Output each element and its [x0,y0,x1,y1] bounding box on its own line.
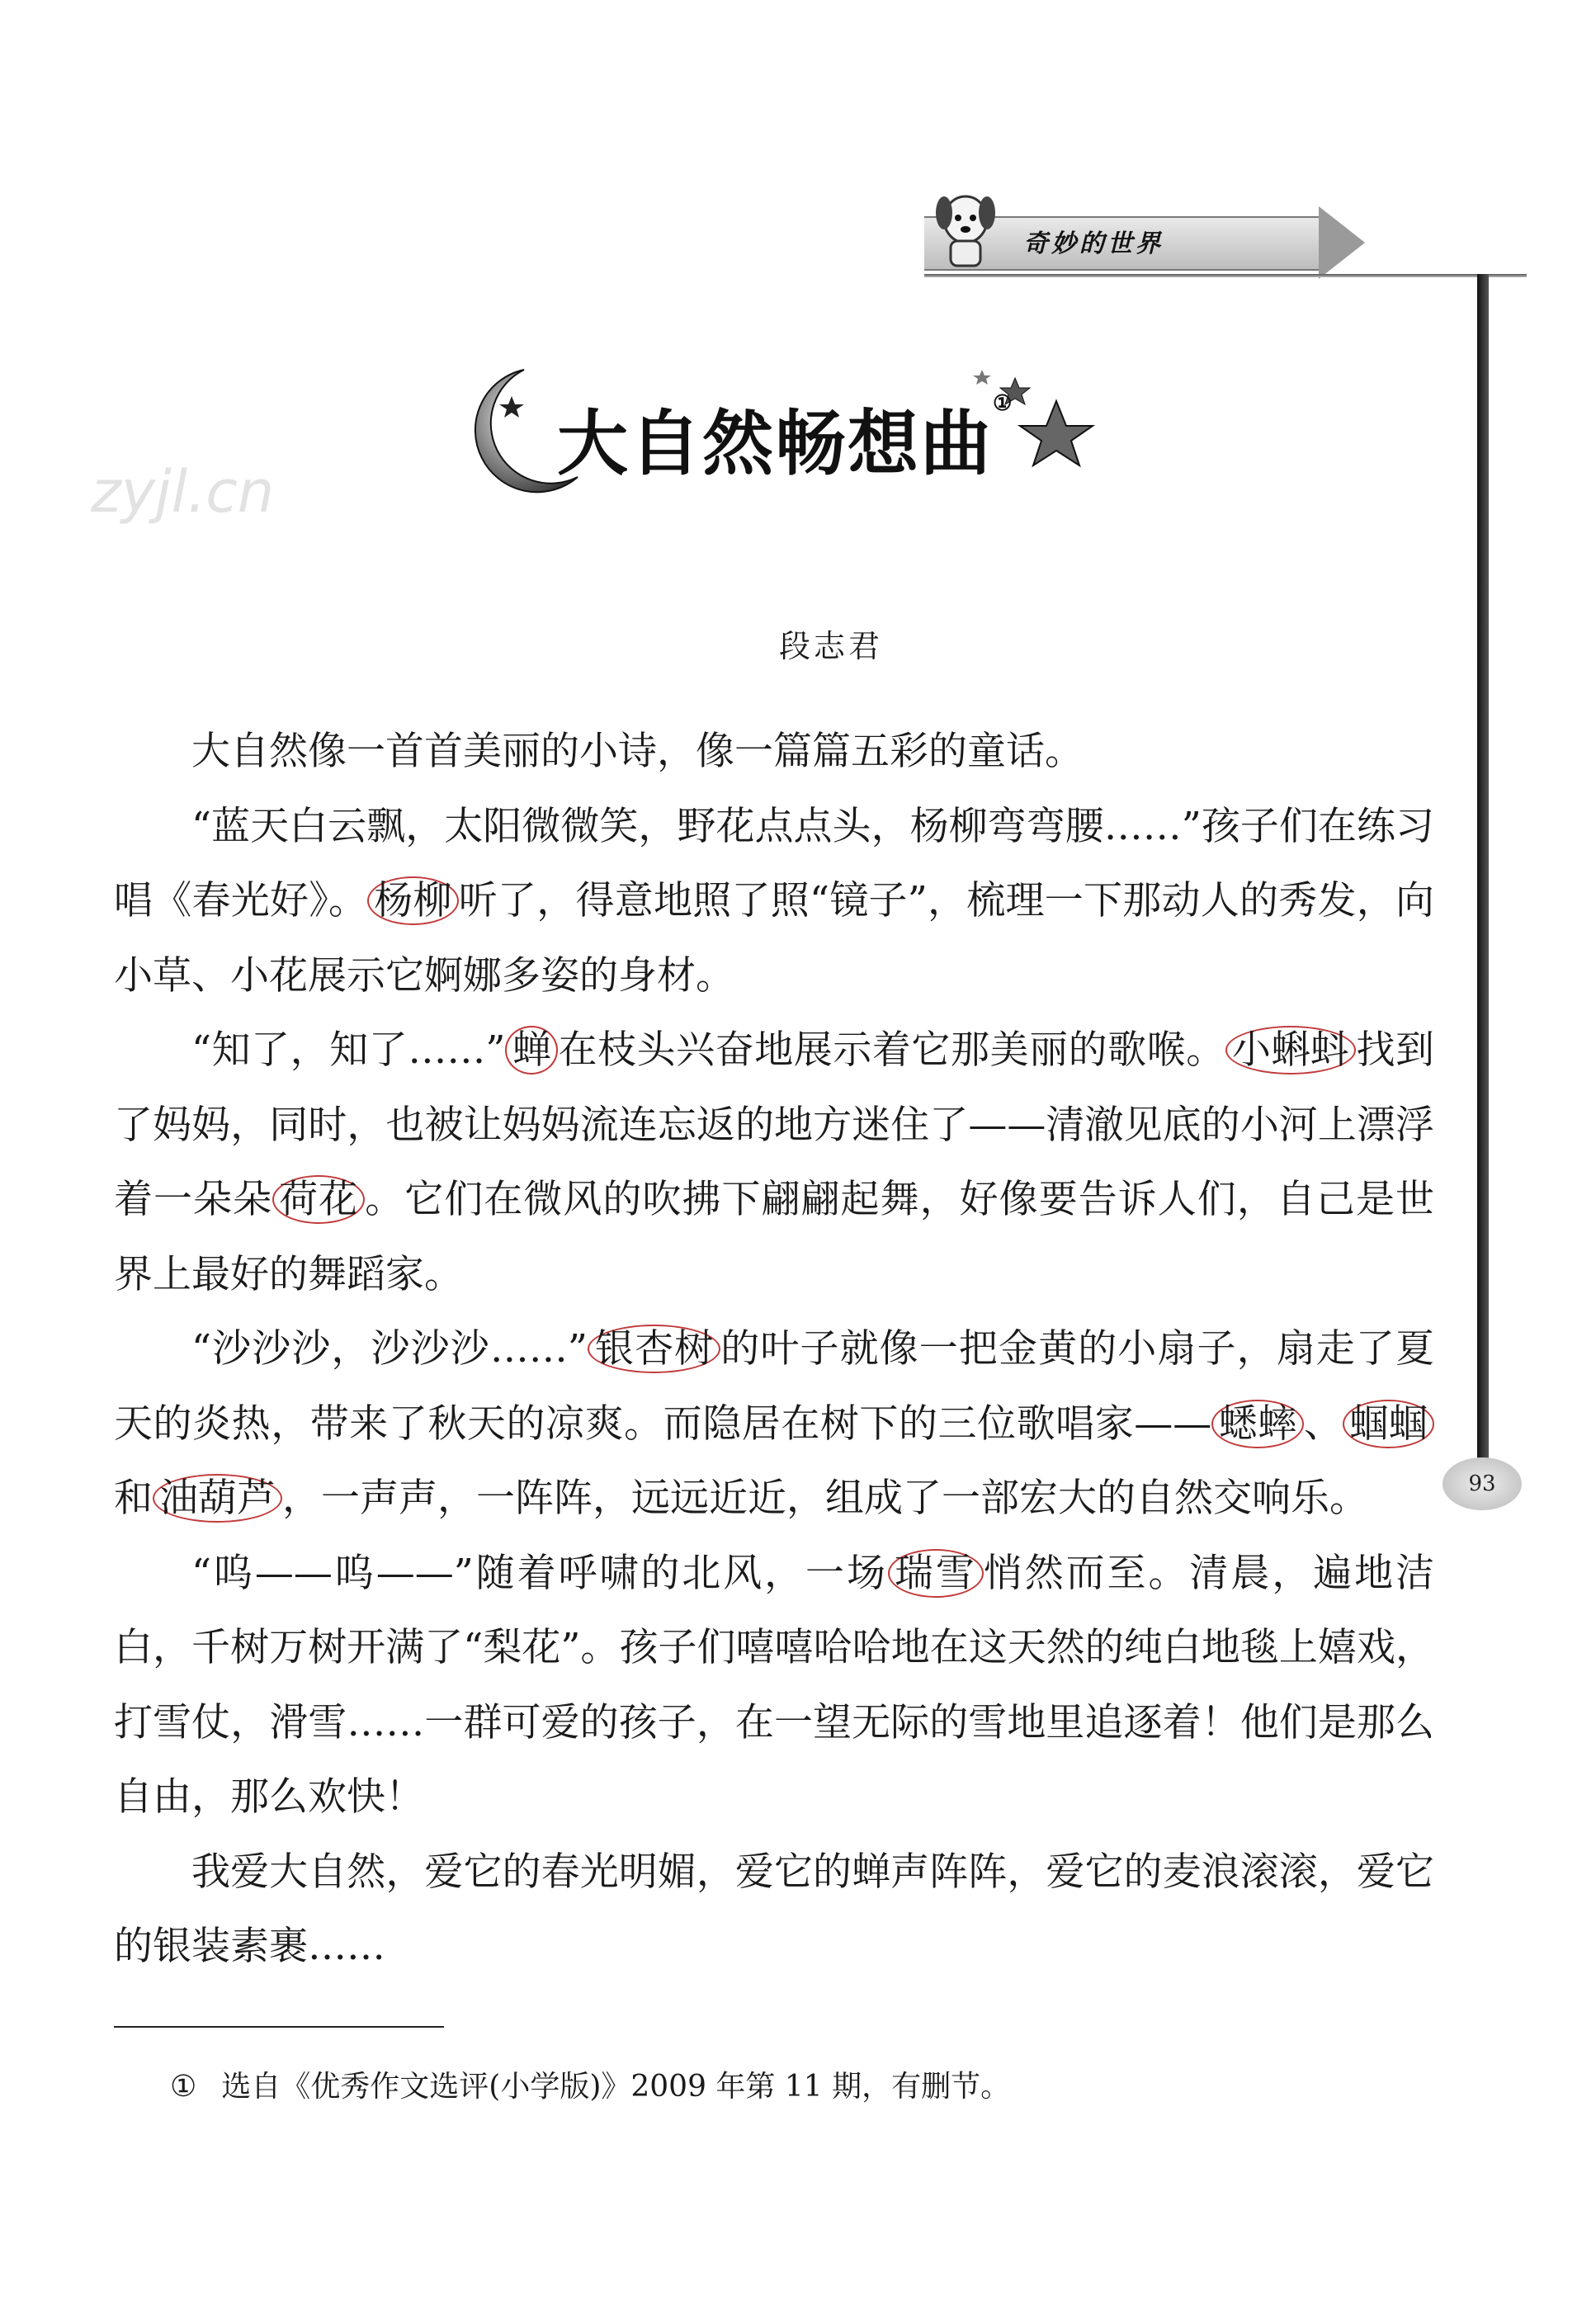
paragraph: “蓝天白云飘，太阳微微笑，野花点点头，杨柳弯弯腰……”孩子们在练习唱《春光好》。 杨柳 听了，得意地照了照“镜子”，梳理一下那动人的秀发，向小草、小花展示它婀娜多姿的身材。 [114,803,1435,999]
star-icon [1020,401,1093,465]
paragraph: “知了，知了……” 蝉 在枝头兴奋地展示着它那美丽的歌喉。 小蝌蚪 找到了妈妈，同时，也被让妈妈流连忘返的地方迷住了——清澈见底的小河上漂浮着一朵朵 荷花 。它们在微风的吹拂下翩翩起舞，好像要告诉人们，自己是世界上最好的舞蹈家。 [114,1027,1435,1297]
dog-mascot-icon [924,180,1007,271]
paragraph: “呜——呜——”随着呼啸的北风，一场 瑞雪 悄然而至。清晨，遍地洁白，千树万树开满了“梨花”。孩子们嘻嘻哈哈地在这天然的纯白地毯上嬉戏，打雪仗，滑雪……一群可爱的孩子，在一望无际的雪地里追逐着！他们是那么自由，那么欢快！ [114,1550,1435,1820]
circled-word: 银杏树 [588,1325,720,1373]
page-number: 93 [1443,1457,1522,1510]
circled-word: 蟋蟀 [1211,1400,1304,1448]
footnote: ① 选自《优秀作文选评(小学版)》2009 年第 11 期，有删节。 [170,2070,1011,2104]
arrow-icon [1319,206,1365,279]
circled-word: 荷花 [272,1175,365,1224]
circled-word: 蝉 [505,1026,558,1074]
circled-word: 蝈蝈 [1343,1400,1434,1448]
article-title: 大自然畅想曲① [557,391,1014,485]
article-author: 段志君 [778,628,883,664]
circled-word: 瑞雪 [888,1549,984,1598]
paragraph: 大自然像一首首美丽的小诗，像一篇篇五彩的童话。 [191,729,1084,774]
footnote-divider [114,2026,444,2028]
star-icon [973,370,991,385]
section-title: 奇妙的世界 [1023,229,1164,258]
circled-word: 杨柳 [367,876,459,925]
circled-word: 油葫芦 [153,1474,282,1523]
paragraph: 我爱大自然，爱它的春光明媚，爱它的蝉声阵阵，爱它的麦浪滚滚，爱它的银装素裹…… [114,1849,1434,1969]
circled-word: 小蝌蚪 [1225,1026,1357,1074]
watermark: zyjl.cn [91,458,275,526]
star-icon [499,396,524,418]
article-body [114,715,1434,1985]
paragraph: “沙沙沙，沙沙沙……” 银杏树 的叶子就像一把金黄的小扇子，扇走了夏天的炎热，带来了秋天的凉爽。而隐居在树下的三位歌唱家—— 蟋蟀 、 蝈蝈和 油葫芦 ，一声声，一阵阵，远远近近，组成了一部宏大的自然交响乐。 [114,1326,1435,1521]
side-rule [1477,274,1489,1479]
header-rule [924,274,1527,277]
